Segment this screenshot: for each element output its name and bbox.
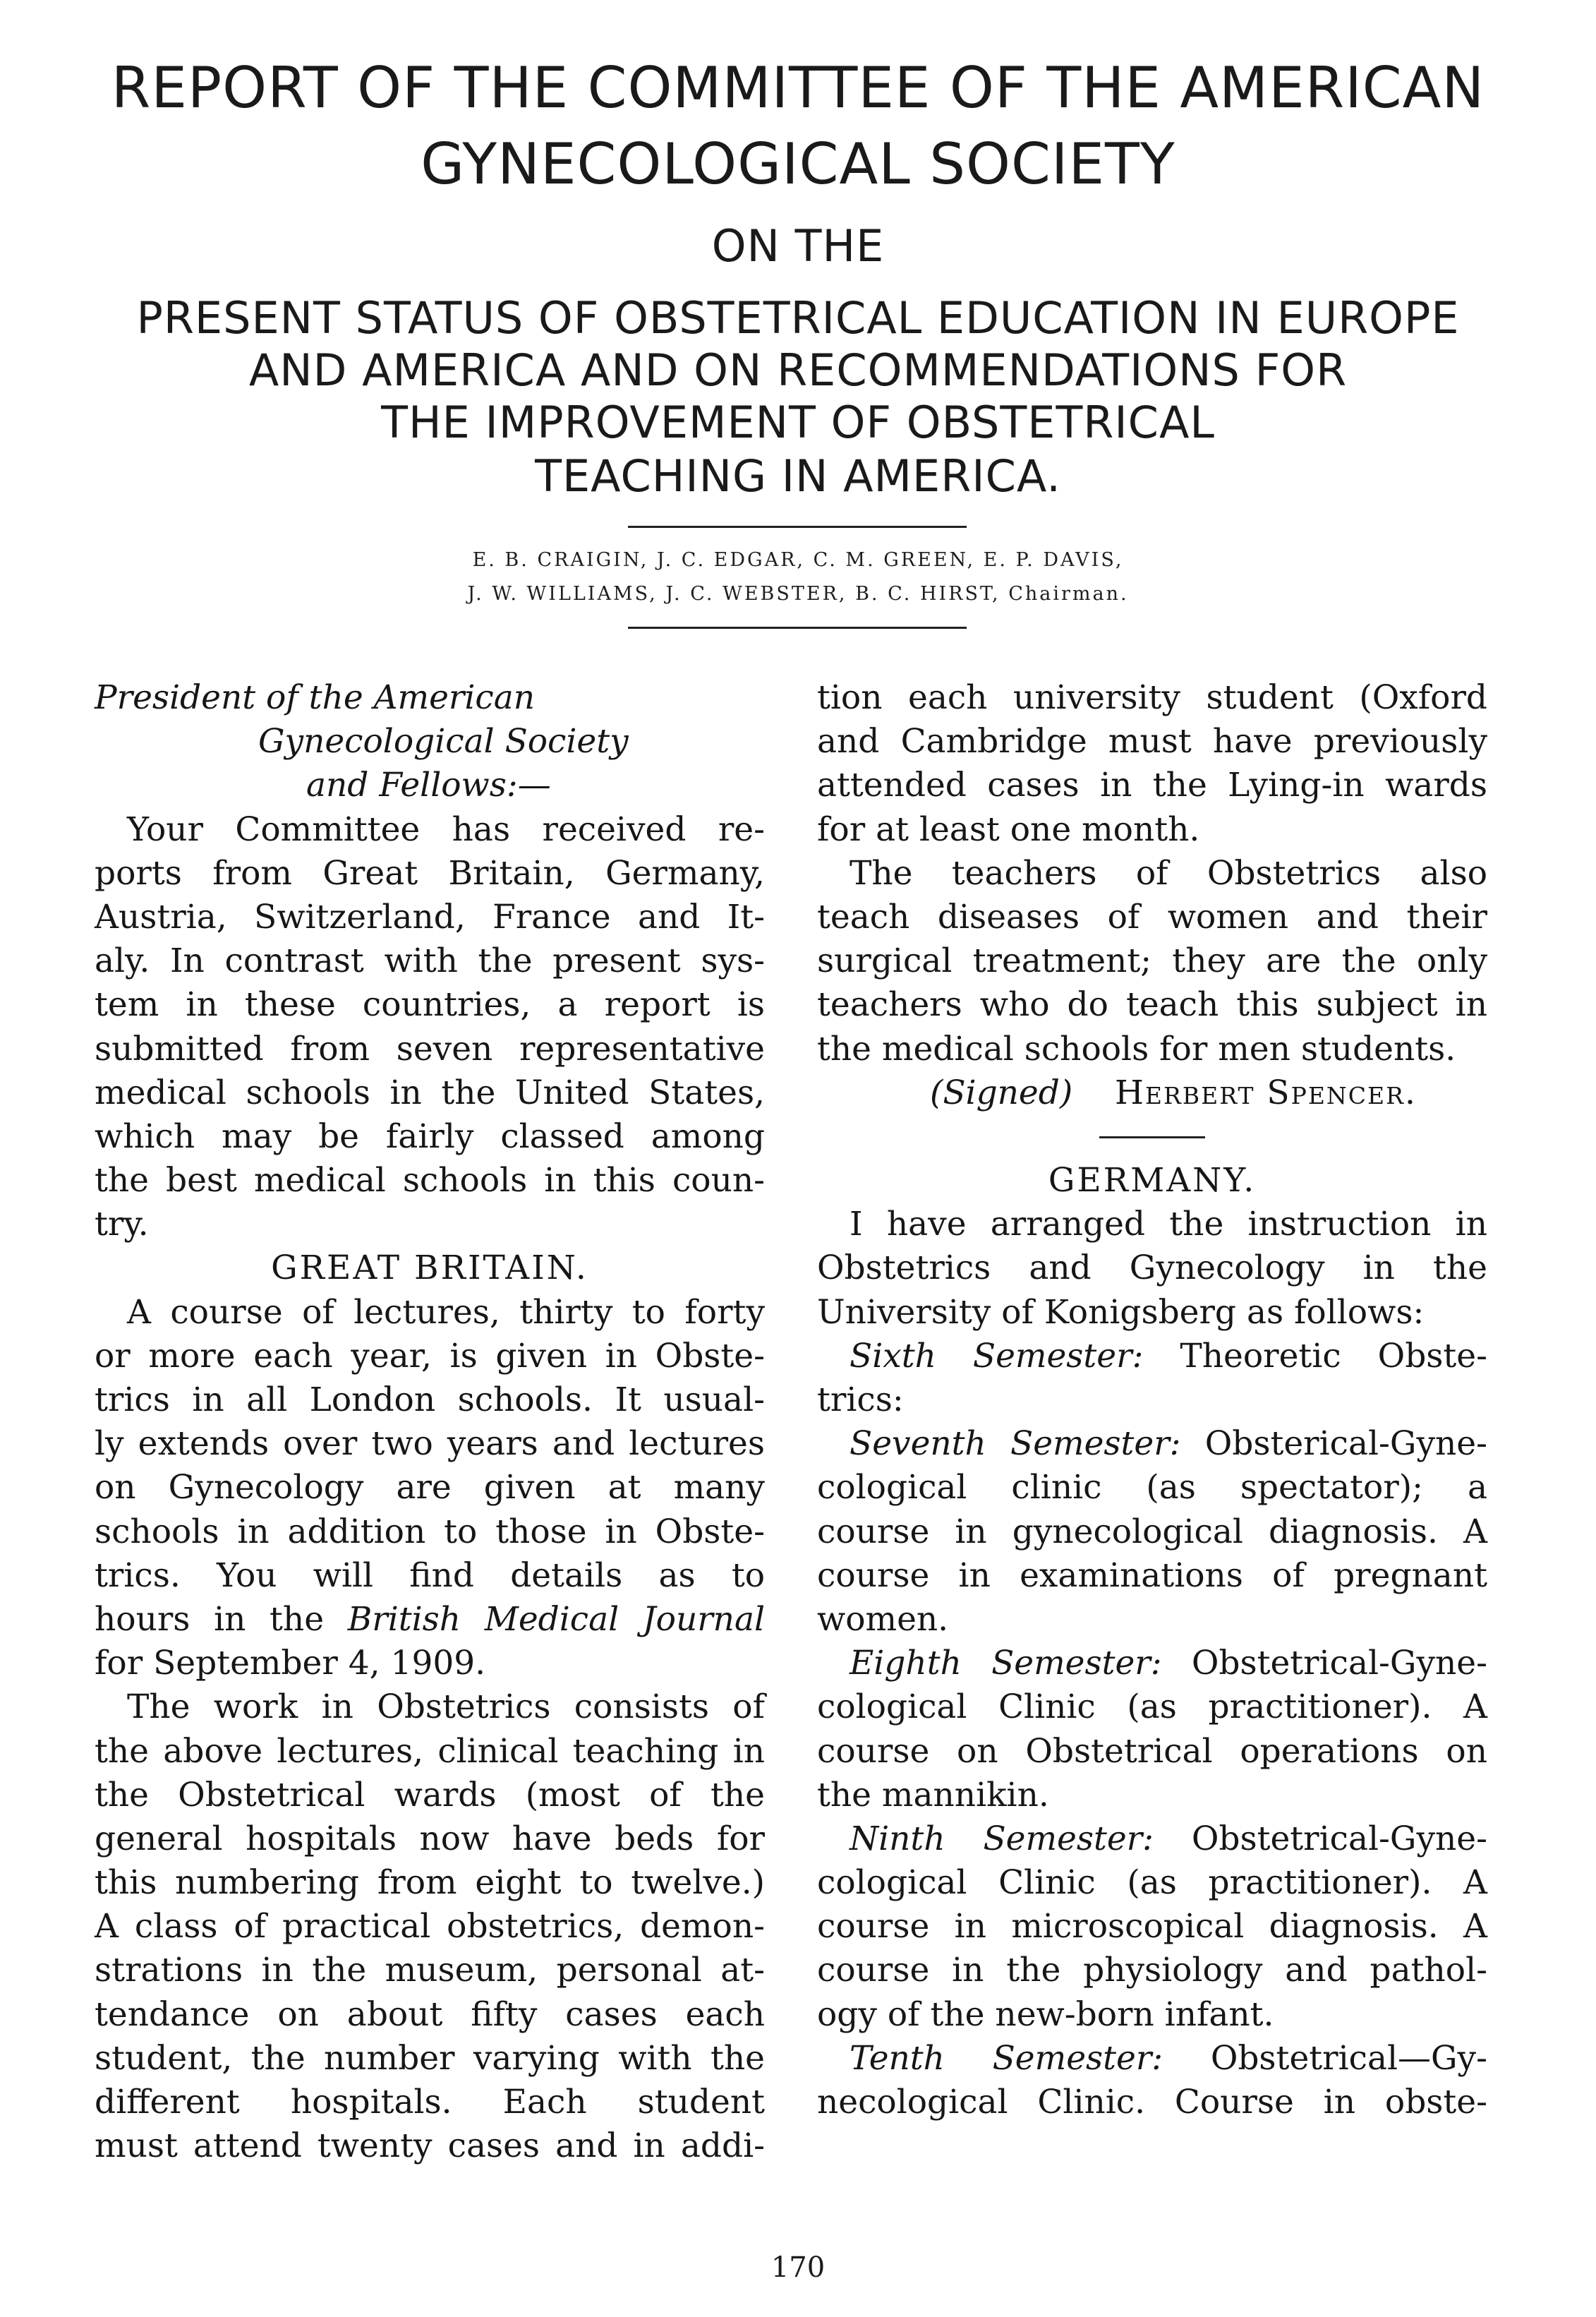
gb-line: ly extends over two years and lectures <box>95 1424 765 1464</box>
gb-hours-text: hours in the <box>95 1599 325 1639</box>
heading-germany: GERMANY. <box>1048 1161 1257 1200</box>
title-line-6: THE IMPROVEMENT OF OBSTETRICAL <box>381 397 1215 448</box>
section-rule <box>817 1115 1487 1159</box>
tenth-semester-label: Tenth Semester: <box>850 2038 1163 2078</box>
de-line: University of Konigsberg as follows: <box>817 1292 1425 1332</box>
gb-line: A class of practical obstetrics, demon- <box>95 1907 765 1946</box>
sixth-semester-label: Sixth Semester: <box>850 1336 1144 1376</box>
intro-line: ports from Great Britain, Germany, <box>95 853 765 893</box>
title-line-7: TEACHING IN AMERICA. <box>535 450 1061 502</box>
gb-line: the above lectures, clinical teaching in <box>95 1731 765 1771</box>
gb-line: trics. You will find details as to <box>95 1555 765 1595</box>
semester-line: cological clinic (as spectator); a <box>817 1468 1487 1507</box>
semester-line <box>817 2037 1487 2081</box>
eighth-semester-label: Eighth Semester: <box>850 1644 1162 1683</box>
salutation-line: Gynecological Society <box>258 722 629 762</box>
gb-teachers-line: teachers who do teach this subject in <box>817 985 1487 1025</box>
gb-line: The work in Obstetrics consists of <box>127 1687 765 1727</box>
intro-line: the best medical schools in this coun- <box>95 1161 765 1200</box>
intro-line: Your Committee has received re- <box>127 810 765 849</box>
semester-line: course in microscopical diagnosis. A <box>817 1907 1487 1946</box>
semester-line: course on Obstetrical operations on <box>817 1731 1487 1771</box>
eighth-semester-text: Obstetrical-Gyne- <box>1191 1644 1487 1683</box>
intro-line: try. <box>95 1205 149 1244</box>
semester-line: trics: <box>817 1380 904 1419</box>
gb-line: trics in all London schools. It usual- <box>95 1380 765 1419</box>
sixth-semester-text: Theoretic Obste- <box>1180 1336 1487 1376</box>
signature-line <box>817 1071 1487 1115</box>
gb-cont-line: for at least one month. <box>817 810 1200 849</box>
tenth-semester-text: Obstetrical—Gy- <box>1210 2038 1487 2078</box>
ninth-semester-text: Obstetrical-Gyne- <box>1191 1819 1487 1858</box>
title-line-3: ON THE <box>711 220 885 272</box>
gb-teachers-line: the medical schools for men students. <box>817 1029 1456 1069</box>
gb-teachers-line: teach diseases of women and their <box>817 897 1487 937</box>
gb-line: tendance on about fifty cases each <box>95 1994 765 2034</box>
heading-great-britain: GREAT BRITAIN. <box>271 1248 588 1288</box>
semester-line <box>817 1422 1487 1466</box>
gb-line: different hospitals. Each student <box>95 2083 765 2122</box>
intro-line: which may be fairly classed among <box>95 1117 765 1156</box>
semester-line: cological Clinic (as practitioner). A <box>817 1863 1487 1903</box>
title-rule <box>628 526 967 528</box>
salutation-line: and Fellows:— <box>306 766 551 805</box>
intro-line: submitted from seven representative <box>95 1029 765 1069</box>
gb-line: the Obstetrical wards (most of the <box>95 1775 765 1815</box>
seventh-semester-label: Seventh Semester: <box>850 1424 1181 1464</box>
gb-line: strations in the museum, personal at- <box>95 1951 765 1990</box>
ninth-semester-label: Ninth Semester: <box>850 1819 1154 1858</box>
gb-line: general hospitals now have beds for <box>95 1819 765 1858</box>
gb-line: must attend twenty cases and in addi- <box>95 2126 765 2166</box>
title-line-2: GYNECOLOGICAL SOCIETY <box>421 131 1175 197</box>
semester-line <box>817 1642 1487 1685</box>
gb-cont-line: attended cases in the Lying-in wards <box>817 766 1487 805</box>
title-line-1: REPORT OF THE COMMITTEE OF THE AMERICAN <box>111 55 1485 121</box>
gb-teachers-line: The teachers of Obstetrics also <box>850 853 1487 893</box>
de-line: Obstetrics and Gynecology in the <box>817 1248 1487 1288</box>
gb-line: for September 4, 1909. <box>95 1644 486 1683</box>
intro-line: tem in these countries, a report is <box>95 985 765 1025</box>
page-number: 170 <box>770 2251 826 2284</box>
semester-line: cological Clinic (as practitioner). A <box>817 1687 1487 1727</box>
de-line: I have arranged the instruction in <box>850 1205 1487 1244</box>
intro-line: Austria, Switzerland, France and It- <box>95 897 765 937</box>
authors-line-2: J. W. WILLIAMS, J. C. WEBSTER, B. C. HIRST, Chairman. <box>467 583 1129 605</box>
gb-line: A course of lectures, thirty to forty <box>127 1292 765 1332</box>
gb-line: this numbering from eight to twelve.) <box>95 1863 765 1903</box>
semester-line: course in gynecological diagnosis. A <box>817 1512 1487 1551</box>
authors-line-1: E. B. CRAIGIN, J. C. EDGAR, C. M. GREEN, E. P. DAVIS, <box>472 549 1124 571</box>
semester-line <box>817 1817 1487 1861</box>
gb-line: or more each year, is given in Obste- <box>95 1336 765 1376</box>
signed-label: (Signed) <box>930 1073 1073 1112</box>
right-column <box>817 676 1487 2124</box>
gb-cont-line: and Cambridge must have previously <box>817 722 1487 762</box>
seventh-semester-text: Obsterical-Gyne- <box>1204 1424 1487 1464</box>
gb-line: on Gynecology are given at many <box>95 1468 765 1507</box>
semester-line: women. <box>817 1599 949 1639</box>
intro-line: medical schools in the United States, <box>95 1073 765 1112</box>
semester-line <box>817 1335 1487 1378</box>
left-column <box>95 676 765 2168</box>
gb-line <box>95 1598 765 1642</box>
signer-name: Herbert Spencer. <box>1114 1073 1417 1112</box>
gb-cont-line: tion each university student (Oxford <box>817 678 1487 717</box>
semester-line: ogy of the new-born infant. <box>817 1994 1274 2034</box>
intro-line: aly. In contrast with the present sys- <box>95 941 765 981</box>
semester-line: necological Clinic. Course in obste- <box>817 2083 1487 2122</box>
semester-line: course in the physiology and pathol- <box>817 1951 1487 1990</box>
gb-line: student, the number varying with the <box>95 2038 765 2078</box>
gb-teachers-line: surgical treatment; they are the only <box>817 941 1487 981</box>
gb-line: schools in addition to those in Obste- <box>95 1512 765 1551</box>
semester-line: the mannikin. <box>817 1775 1049 1815</box>
journal-title: British Medical Journal <box>347 1599 766 1639</box>
title-line-4: PRESENT STATUS OF OBSTETRICAL EDUCATION IN EUROPE <box>136 292 1460 344</box>
authors-rule <box>628 627 967 629</box>
semester-line: course in examinations of pregnant <box>817 1555 1487 1595</box>
title-line-5: AND AMERICA AND ON RECOMMENDATIONS FOR <box>248 344 1348 396</box>
salutation-line: President of the American <box>95 678 536 717</box>
